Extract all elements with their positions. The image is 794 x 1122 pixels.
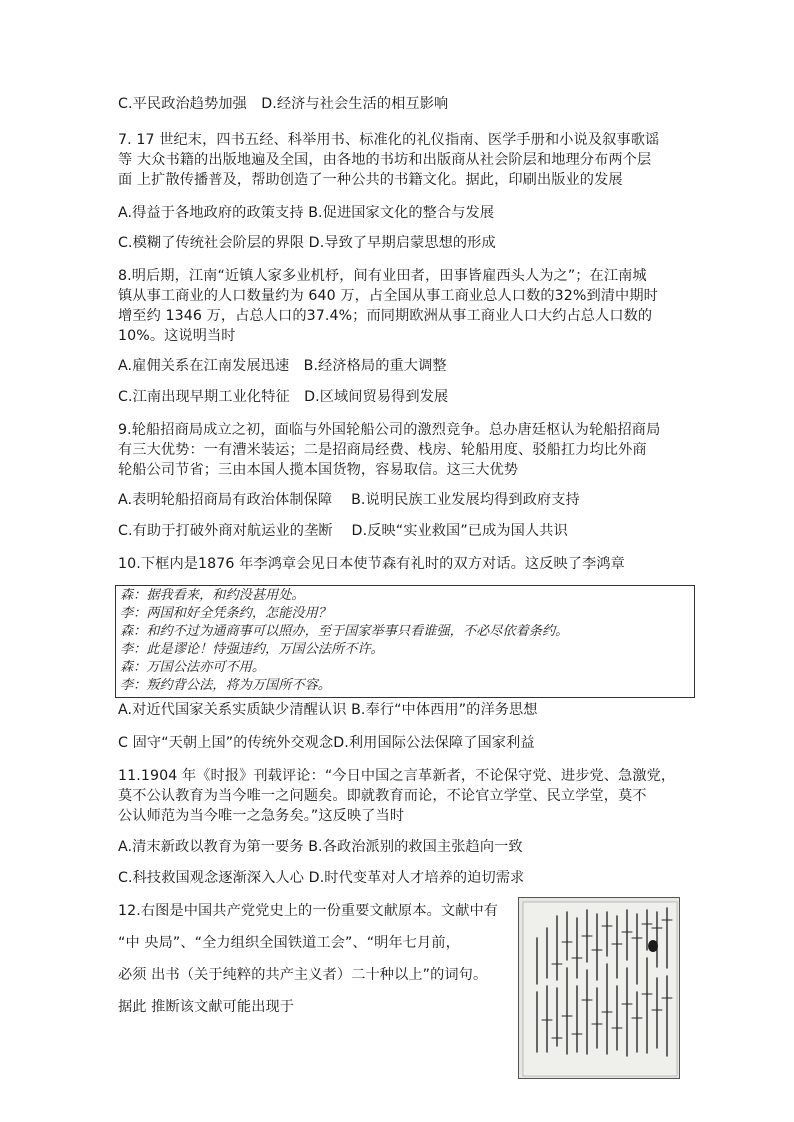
dialogue-line: 李：叛约背公法，将为万国所不容。 (120, 678, 331, 693)
historical-document-image (518, 897, 680, 1079)
q12-stem-line-4: 据此 推断该文献可能出现于 (118, 999, 295, 1015)
q8-options-cd: C.江南出现早期工业化特征 D.区域间贸易得到发展 (118, 389, 449, 405)
q12-stem-line-2: “中 央局”、“全力组织全国铁道工会”、“明年七月前， (118, 935, 460, 951)
q7-options-ab: A.得益于各地政府的政策支持 B.促进国家文化的整合与发展 (118, 205, 495, 221)
manuscript-illustration (519, 898, 680, 1079)
q9-options-cd: C.有助于打破外商对航运业的垄断 D.反映“实业救国”已成为国人共识 (118, 523, 568, 539)
dialogue-line: 李：两国和好全凭条约，怎能没用？ (120, 606, 331, 621)
q7-stem-line-2: 等 大众书籍的出版地遍及全国，由各地的书坊和出版商从社会阶层和地理分布两个层 (118, 152, 652, 168)
q11-stem-line-3: 公认师范为当今唯一之急务矣。”这反映了当时 (118, 808, 405, 824)
q11-options-cd: C.科技救国观念逐渐深入人心 D.时代变革对人才培养的迫切需求 (118, 870, 525, 886)
q7-stem-line-3: 面 上扩散传播普及，帮助创造了一种公共的书籍文化。据此，印刷出版业的发展 (118, 172, 623, 188)
q10-options-ab: A.对近代国家关系实质缺少清醒认识 B.奉行“中体西用”的洋务思想 (118, 702, 538, 718)
q11-stem-line-1: 11.1904 年《时报》刊载评论：“今日中国之言革新者，不论保守党、进步党、急激党， (118, 768, 676, 784)
q11-options-ab: A.清末新政以教育为第一要务 B.各政治派别的救国主张趋向一致 (118, 839, 523, 855)
q8-stem-line-2: 镇从事工商业的人口数量约为 640 万，占全国从事工商业总人口数的32%到清中期时 (118, 288, 658, 304)
q10-options-cd: C 固守“天朝上国”的传统外交观念D.利用国际公法保障了国家利益 (118, 735, 535, 751)
q9-stem-line-2: 有三大优势：一有漕米装运；二是招商局经费、栈房、轮船用度、驳船扛力均比外商 (118, 442, 647, 458)
q8-stem-line-1: 8.明后期，江南“近镇人家多业机杼，间有业田者，田事皆雇西头人为之”；在江南城 (118, 268, 647, 284)
q10-stem: 10.下框内是1876 年李鸿章会见日本使节森有礼时的双方对话。这反映了李鸿章 (118, 556, 625, 572)
dialogue-line: 森：据我看来，和约没甚用处。 (120, 588, 305, 603)
q12-stem-line-3: 必须 出书（关于纯粹的共产主义者）二十种以上”的词句。 (118, 967, 488, 983)
q8-stem-line-3: 增至约 1346 万，占总人口的37.4%；而同期欧洲从事工商业人口大约占总人口数的 (118, 308, 653, 324)
q7-stem-line-1: 7. 17 世纪末，四书五经、科举用书、标准化的礼仪指南、医学手册和小说及叙事歌谣 (118, 132, 660, 148)
dialogue-box (115, 585, 695, 698)
dialogue-line: 森：万国公法亦可不用。 (120, 660, 266, 675)
q8-stem-line-4: 10%。这说明当时 (118, 328, 236, 344)
q9-stem-line-1: 9.轮船招商局成立之初，面临与外国轮船公司的激烈竞争。总办唐廷枢认为轮船招商局 (118, 422, 661, 438)
q12-stem-line-1: 12.右图是中国共产党党史上的一份重要文献原本。文献中有 (118, 903, 499, 919)
q7-options-cd: C.模糊了传统社会阶层的界限 D.导致了早期启蒙思想的形成 (118, 235, 496, 251)
q9-options-ab: A.表明轮船招商局有政治体制保障 B.说明民族工业发展均得到政府支持 (118, 492, 580, 508)
q11-stem-line-2: 莫不公认教育为当今唯一之问题矣。即就教育而论，不论官立学堂、民立学堂，莫不 (118, 788, 647, 804)
q9-stem-line-3: 轮船公司节省；三由本国人揽本国货物，容易取信。这三大优势 (118, 462, 519, 478)
dialogue-line: 森：和约不过为通商事可以照办，至于国家举事只看谁强，不必尽依着条约。 (120, 624, 569, 639)
dialogue-line: 李：此是谬论！恃强违约，万国公法所不许。 (120, 642, 384, 657)
q8-options-ab: A.雇佣关系在江南发展迅速 B.经济格局的重大调整 (118, 358, 447, 374)
q6-options-cd: C.平民政治趋势加强 D.经济与社会生活的相互影响 (118, 96, 449, 112)
